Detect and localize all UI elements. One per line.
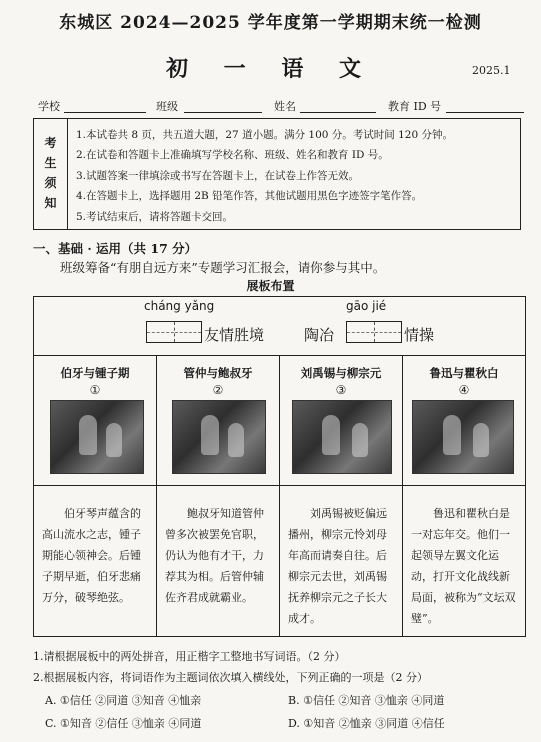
panel-4-name: 鲁迅与瞿秋白: [429, 366, 499, 380]
id-blank[interactable]: [446, 112, 524, 113]
notice-side-label: [34, 119, 68, 229]
panel-3-text: 刘禹锡被贬偏远播州，柳宗元怜刘母年高而请奏自往。后柳宗元去世，刘禹锡抚养柳宗元之子长大成才。: [288, 507, 387, 625]
panel-4-number: ④: [458, 383, 470, 397]
guanzhong-painting: [172, 400, 266, 474]
exam-date: 2025.1: [472, 64, 511, 77]
notice-list: [76, 125, 453, 227]
option-c[interactable]: C. ①知音 ②信任 ③恤亲 ④同道: [45, 717, 202, 730]
notice-item: 4.在答题卡上，选择题用 2B 铅笔作答，其他试题用黑色字迹签字笔作答。: [76, 190, 423, 203]
divider: [279, 356, 280, 636]
school-label: 学校: [38, 100, 60, 113]
option-d[interactable]: D. ①知音 ②恤亲 ③同道 ④信任: [288, 717, 445, 730]
notice-char: 知: [44, 196, 57, 210]
divider: [156, 356, 157, 636]
phrase-2: 情操: [404, 326, 435, 344]
luxun-photo: [412, 400, 514, 474]
panel-2-text: 鲍叔牙知道管仲曾多次被罢免官职，仍认为他有才干，力荐其为相。后管仲辅佐齐君成就霸业。: [165, 507, 264, 604]
pinyin-2: gāo jié: [346, 299, 387, 313]
notice-item: 3.试题答案一律填涂或书写在答题卡上，在试卷上作答无效。: [76, 169, 360, 182]
option-b[interactable]: B. ①信任 ②知音 ③恤亲 ④同道: [288, 694, 445, 707]
notice-char: 生: [44, 156, 57, 170]
school-blank[interactable]: [64, 112, 146, 113]
notice-char: 考: [44, 136, 57, 150]
panel-1-name: 伯牙与锺子期: [60, 366, 130, 380]
class-label: 班级: [156, 100, 178, 113]
notice-item: 1.本试卷共 8 页，共五道大题，27 道小题。满分 100 分。考试时间 120 分钟。: [76, 129, 454, 141]
notice-char: 须: [44, 176, 57, 190]
notice-item: 2.在试卷和答题卡上准确填写学校名称、班级、姓名和教育 ID 号。: [76, 149, 389, 162]
exam-title: 东城区 2024—2025 学年度第一学期期末统一检测: [59, 13, 482, 33]
phrase-2-prefix: 陶冶: [304, 326, 335, 344]
liuyuxi-painting: [292, 400, 392, 474]
name-blank[interactable]: [300, 112, 376, 113]
panel-2-name: 管仲与鲍叔牙: [183, 366, 253, 380]
notice-item: 5.考试结束后，请将答题卡交回。: [76, 210, 234, 223]
exhibition-board: [33, 296, 526, 637]
name-label: 姓名: [274, 100, 296, 113]
pinyin-1: cháng yǎng: [144, 299, 215, 313]
phrase-1: 友情胜境: [204, 326, 265, 344]
panel-4-text: 鲁迅和瞿秋白是一对忘年交。他们一起领导左翼文化运动，打开文化战线新局面，被称为“文坛双璧”。: [411, 507, 516, 625]
class-blank[interactable]: [184, 112, 262, 113]
board-title: 展板布置: [246, 279, 295, 293]
question-2: 2.根据展板内容，将词语作为主题词依次填入横线处，下列正确的一项是（2 分）: [33, 671, 428, 684]
panel-2-number: ②: [212, 383, 224, 397]
panel-3-number: ③: [335, 383, 347, 397]
id-label: 教育 ID 号: [388, 100, 442, 113]
section-heading: 一、基础 · 运用（共 17 分）: [33, 241, 198, 256]
subject-title: 初 一 语 文: [166, 56, 375, 82]
panel-1-text: 伯牙琴声蕴含的高山流水之志，锺子期能心领神会。后锺子期早逝，伯牙悲痛万分，破琴绝弦。: [42, 507, 141, 604]
divider: [402, 356, 403, 636]
question-1: 1.请根据展板中的两处拼音，用正楷字工整地书写词语。（2 分）: [33, 650, 346, 663]
panel-1-number: ①: [89, 383, 101, 397]
divider: [34, 485, 525, 486]
option-a[interactable]: A. ①信任 ②同道 ③知音 ④恤亲: [45, 694, 202, 707]
boya-painting: [50, 400, 144, 474]
writing-grid-1[interactable]: [146, 321, 202, 343]
student-info-row: [38, 98, 524, 114]
exam-notice-box: [33, 118, 521, 230]
writing-grid-2[interactable]: [346, 321, 402, 343]
section-intro: 班级筹备“有朋自远方来”专题学习汇报会，请你参与其中。: [60, 260, 386, 275]
panel-3-name: 刘禹锡与柳宗元: [300, 366, 382, 380]
